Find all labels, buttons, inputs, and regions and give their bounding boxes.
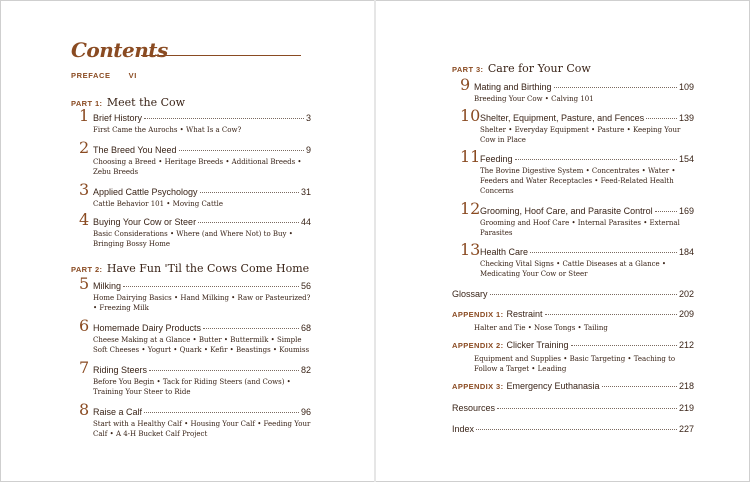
chapter-number: 13	[460, 240, 481, 259]
chapter-title: Buying Your Cow or Steer	[93, 217, 197, 227]
glossary-title: Glossary	[452, 289, 488, 299]
chapter-number: 3	[79, 180, 90, 199]
chapter-number: 12	[460, 199, 481, 218]
chapter-number: 2	[79, 138, 90, 157]
chapter-number: 8	[79, 400, 90, 419]
contents-title: Contents	[71, 38, 168, 62]
chapter-page: 31	[300, 187, 311, 197]
chapter-title: Feeding	[480, 154, 513, 164]
chapter-subtopics: Home Dairying Basics • Hand Milking • Raw or Pasteurized? • Freezing Milk	[93, 294, 311, 312]
chapter-page: 9	[305, 145, 311, 155]
leader-dots	[144, 118, 304, 119]
chapter-subtopics: Cattle Behavior 101 • Moving Cattle	[93, 200, 223, 208]
chapter-page: 169	[678, 206, 694, 216]
chapter-12[interactable]	[460, 199, 694, 238]
chapter-subtopics: Before You Begin • Tack for Riding Steers (and Cows) • Training Your Steer to Ride	[93, 378, 291, 396]
leader-dots	[497, 408, 677, 409]
chapter-title: Mating and Birthing	[474, 82, 552, 92]
chapter-number: 10	[460, 106, 481, 125]
chapter-9[interactable]	[460, 75, 694, 104]
appendix-title: Emergency Euthanasia	[506, 381, 600, 391]
appendix-label: APPENDIX 1:	[452, 310, 504, 319]
chapter-title: Brief History	[93, 113, 143, 123]
appendix-title: Restraint	[506, 309, 543, 319]
appendix-page: 209	[678, 309, 694, 319]
chapter-4[interactable]	[79, 210, 311, 249]
leader-dots	[179, 150, 304, 151]
leader-dots	[490, 294, 677, 295]
chapter-6[interactable]	[79, 316, 311, 355]
chapter-number: 1	[79, 106, 90, 125]
chapter-subtopics: Shelter • Everyday Equipment • Pasture • Keeping Your Cow in Place	[480, 126, 681, 144]
chapter-2[interactable]	[79, 138, 311, 177]
chapter-number: 6	[79, 316, 90, 335]
preface-entry[interactable]	[71, 71, 137, 80]
resources-entry[interactable]	[452, 403, 694, 413]
chapter-number: 9	[460, 75, 471, 94]
chapter-page: 184	[678, 247, 694, 257]
chapter-number: 4	[79, 210, 90, 229]
chapter-page: 82	[300, 365, 311, 375]
part-2-heading	[71, 259, 309, 277]
part-label: PART 1:	[71, 99, 103, 108]
chapter-5[interactable]	[79, 274, 311, 313]
chapter-title: Health Care	[480, 247, 529, 257]
leader-dots	[655, 211, 677, 212]
chapter-subtopics: First Came the Aurochs • What Is a Cow?	[93, 126, 242, 134]
leader-dots	[476, 429, 677, 430]
appendix-2-entry[interactable]	[452, 340, 694, 350]
chapter-8[interactable]	[79, 400, 311, 439]
chapter-subtopics: Basic Considerations • Where (and Where Not) to Buy • Bringing Bossy Home	[93, 230, 293, 248]
leader-dots	[144, 412, 299, 413]
appendix-2-subtopics: Equipment and Supplies • Basic Targeting • Teaching to Follow a Target • Leading	[474, 355, 676, 373]
resources-title: Resources	[452, 403, 496, 413]
chapter-page: 154	[678, 154, 694, 164]
chapter-number: 11	[460, 147, 481, 166]
index-entry[interactable]	[452, 424, 694, 434]
glossary-page: 202	[678, 289, 694, 299]
chapter-13[interactable]	[460, 240, 694, 279]
appendix-page: 212	[678, 340, 694, 350]
leader-dots	[571, 345, 677, 346]
chapter-subtopics: Breeding Your Cow • Calving 101	[474, 95, 594, 103]
chapter-subtopics: Cheese Making at a Glance • Butter • Buttermilk • Simple Soft Cheeses • Yogurt • Quark • Kefir • Beastings • Koumiss	[93, 336, 310, 354]
index-title: Index	[452, 424, 475, 434]
chapter-7[interactable]	[79, 358, 311, 397]
chapter-title: The Breed You Need	[93, 145, 177, 155]
chapter-number: 5	[79, 274, 90, 293]
title-rule	[141, 55, 301, 56]
chapter-page: 56	[300, 281, 311, 291]
chapter-title: Grooming, Hoof Care, and Parasite Control	[480, 206, 653, 216]
part-label: PART 2:	[71, 265, 103, 274]
chapter-subtopics: Choosing a Breed • Heritage Breeds • Additional Breeds • Zebu Breeds	[93, 158, 302, 176]
appendix-page: 218	[678, 381, 694, 391]
part-title: Have Fun 'Til the Cows Come Home	[106, 262, 310, 275]
chapter-title: Shelter, Equipment, Pasture, and Fences	[480, 113, 645, 123]
chapter-title: Applied Cattle Psychology	[93, 187, 198, 197]
appendix-title: Clicker Training	[506, 340, 569, 350]
chapter-1[interactable]	[79, 106, 311, 135]
chapter-subtopics: The Bovine Digestive System • Concentrates • Water • Feeders and Water Receptacles • Feed-Related Health Concerns	[480, 167, 676, 195]
chapter-subtopics: Checking Vital Signs • Cattle Diseases at a Glance • Medicating Your Cow or Steer	[480, 260, 667, 278]
appendix-label: APPENDIX 2:	[452, 341, 504, 350]
glossary-entry[interactable]	[452, 289, 694, 299]
chapter-title: Homemade Dairy Products	[93, 323, 202, 333]
appendix-1-entry[interactable]	[452, 309, 694, 319]
preface-page: VI	[128, 71, 137, 80]
chapter-page: 3	[305, 113, 311, 123]
chapter-title: Raise a Calf	[93, 407, 143, 417]
leader-dots	[602, 386, 677, 387]
leader-dots	[515, 159, 677, 160]
leader-dots	[149, 370, 299, 371]
part-title: Meet the Cow	[106, 96, 186, 109]
chapter-number: 7	[79, 358, 90, 377]
part-3-heading	[452, 59, 591, 77]
book-spine	[374, 0, 376, 482]
resources-page: 219	[678, 403, 694, 413]
leader-dots	[198, 222, 299, 223]
chapter-title: Riding Steers	[93, 365, 148, 375]
chapter-page: 44	[300, 217, 311, 227]
leader-dots	[200, 192, 299, 193]
chapter-title: Milking	[93, 281, 122, 291]
chapter-page: 109	[678, 82, 694, 92]
appendix-label: APPENDIX 3:	[452, 382, 504, 391]
appendix-3-entry[interactable]	[452, 381, 694, 391]
appendix-1-subtopics: Halter and Tie • Nose Tongs • Tailing	[474, 324, 608, 332]
leader-dots	[123, 286, 299, 287]
leader-dots	[646, 118, 677, 119]
leader-dots	[554, 87, 677, 88]
chapter-subtopics: Start with a Healthy Calf • Housing Your Calf • Feeding Your Calf • A 4-H Bucket Calf Project	[93, 420, 311, 438]
preface-label: PREFACE	[71, 71, 111, 80]
leader-dots	[203, 328, 299, 329]
part-label: PART 3:	[452, 65, 484, 74]
contents-heading	[71, 38, 311, 60]
chapter-page: 139	[678, 113, 694, 123]
chapter-10[interactable]	[460, 106, 694, 145]
part-title: Care for Your Cow	[487, 62, 591, 75]
chapter-11[interactable]	[460, 147, 694, 196]
chapter-page: 96	[300, 407, 311, 417]
leader-dots	[545, 314, 677, 315]
leader-dots	[530, 252, 677, 253]
index-page: 227	[678, 424, 694, 434]
chapter-page: 68	[300, 323, 311, 333]
chapter-subtopics: Grooming and Hoof Care • Internal Parasites • External Parasites	[480, 219, 680, 237]
chapter-3[interactable]	[79, 180, 311, 209]
